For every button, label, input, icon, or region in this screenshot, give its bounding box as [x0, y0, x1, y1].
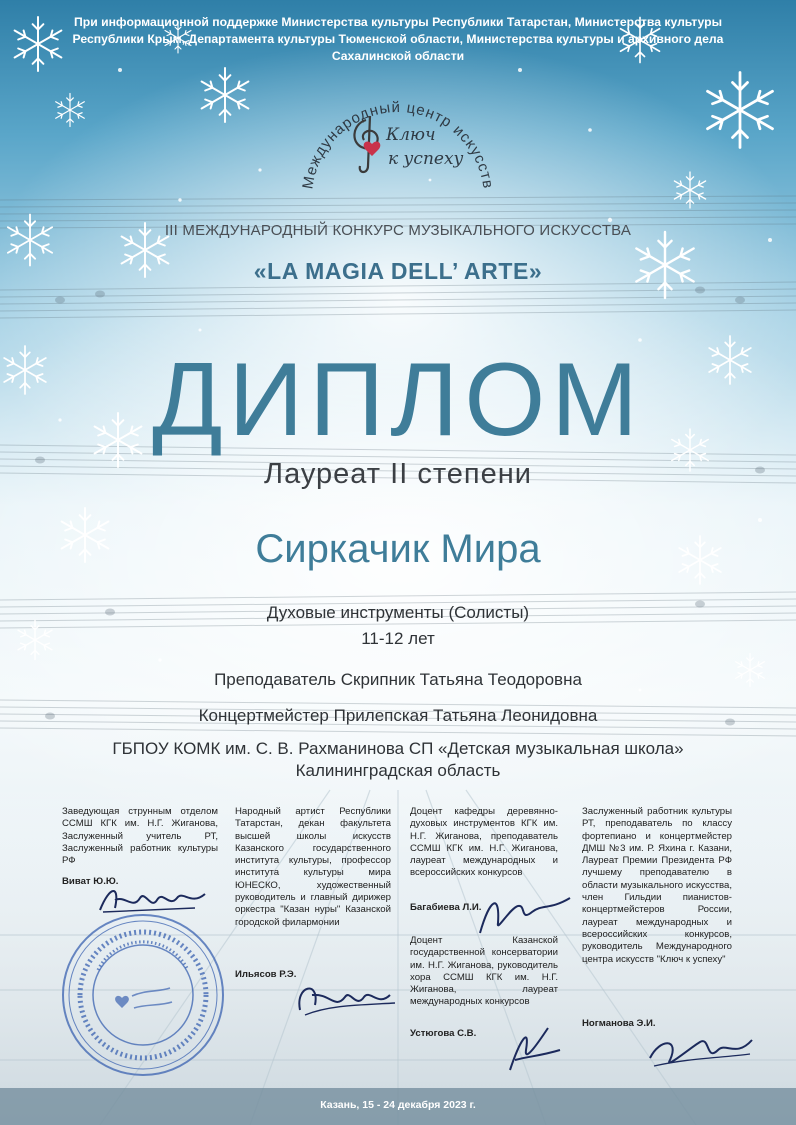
age-line: 11-12 лет	[361, 629, 435, 648]
contest-name: «LA MAGIA DELL’ ARTE»	[253, 258, 543, 284]
award-degree: Лауреат II степени	[264, 458, 532, 490]
contest-logo	[290, 58, 506, 214]
signature-ilyasov	[290, 975, 400, 1020]
jury-name-3: Багабиева Л.И.	[410, 902, 482, 913]
jury-name-2: Ильясов Р.Э.	[235, 969, 297, 980]
jury-title-1: Заведующая струнным отделом ССМШ КГК им. Н.Г. Жиганова, Заслуженный учитель РТ, Заслуженный работник культуры РФ	[62, 806, 218, 867]
signature-bagabieva	[470, 888, 580, 938]
jury-name-4: Устюгова С.В.	[410, 1028, 477, 1039]
jury-title-2: Народный артист Республики Татарстан, декан факультета высшей школы искусств Казанского государственного института культуры, профессор института культуры мира ЮНЕСКО, художественный руководитель и главный дирижер оркестра "Казан нуры" Казанской городской филармонии	[235, 806, 391, 928]
logo-script-line1: Ключ	[386, 125, 436, 145]
signature-nogmanova	[640, 1028, 760, 1073]
jury-title-5: Заслуженный работник культуры РТ, преподаватель по классу фортепиано и концертмейстер ДМШ №3 им. Р. Яхина г. Казани, Лауреат Премии Президента РФ лучшему преподавателю в области музыкального искусства, член Гильдии пианистов-концертмейстеров России, лауреат международных и всероссийских конкурсов, руководитель Международного центра искусств "Ключ к успеху"	[582, 806, 732, 965]
diploma-heading: ДИПЛОМ	[152, 342, 644, 458]
jury-name-5: Ногманова Э.И.	[582, 1018, 656, 1029]
jury-name-1: Виват Ю.Ю.	[62, 876, 119, 887]
date-place-footer: Казань, 15 - 24 декабря 2023 г.	[320, 1099, 476, 1111]
treble-clef-heart-icon	[354, 116, 380, 172]
accompanist-line: Концертмейстер Прилепская Татьяна Леонидовна	[198, 706, 598, 725]
winner-name: Сиркачик Мира	[255, 527, 541, 571]
jury-title-3: Доцент кафедры деревянно-духовых инструментов КГК им. Н.Г. Жиганова, преподаватель ССМШ КГК им. Н.Г. Жиганова, лауреат международных и всероссийских конкурсов	[410, 806, 558, 879]
teacher-line: Преподаватель Скрипник Татьяна Теодоровна	[214, 670, 582, 689]
logo-arc-text: Международный центр искусств	[299, 98, 497, 191]
category-line: Духовые инструменты (Солисты)	[266, 603, 530, 622]
region-line: Калининградская область	[295, 761, 501, 780]
jury-title-4: Доцент Казанской государственной консерватории им. Н.Г. Жиганова, руководитель хора ССМШ КГК им. Н.Г. Жиганова, лауреат международных конкурсов	[410, 935, 558, 1008]
signature-ustyugova	[490, 1020, 570, 1075]
support-text: При информационной поддержке Министерства культуры Республики Татарстан, Министерства культуры Республики Крым, Департамента культуры Тюменской области, Министерства культуры и архивного дела Сахалинской области	[72, 15, 724, 63]
contest-title: III МЕЖДУНАРОДНЫЙ КОНКУРС МУЗЫКАЛЬНОГО ИСКУССТВА	[164, 222, 632, 239]
organization-stamp	[60, 912, 226, 1078]
school-line: ГБПОУ КОМК им. С. В. Рахманинова СП «Детская музыкальная школа»	[112, 739, 684, 758]
logo-script-line2: к успеху	[388, 149, 464, 169]
